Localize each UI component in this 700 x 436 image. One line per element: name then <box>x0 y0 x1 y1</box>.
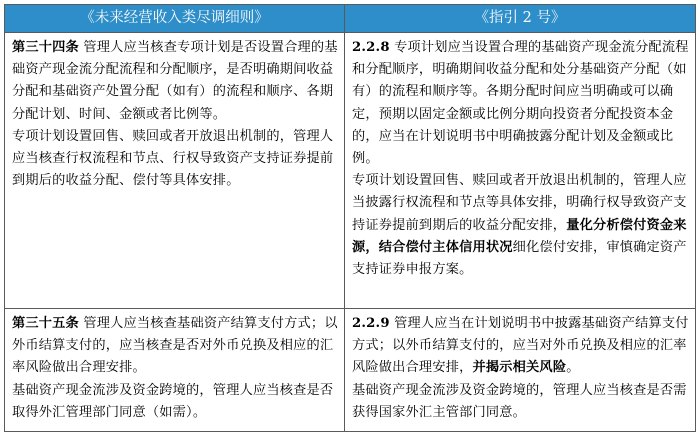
row2-left-para2: 基础资产现金流涉及资金跨境的，管理人应当核查是否取得外汇管理部门同意（如需）。 <box>12 382 334 420</box>
row2-right-cell <box>345 308 695 431</box>
row1-left-para2: 专项计划设置回售、赎回或者开放退出机制的，管理人应当核查行权流程和节点、行权导致资产支持证券提前到期后的收益分配、偿付等具体安排。 <box>12 128 334 189</box>
row2-left-cell <box>5 308 345 431</box>
row1-right-para1: 2.2.8 专项计划应当设置合理的基础资产现金流分配流程和分配顺序，明确期间收益分配和处分基础资产分配（如有）的流程和顺序等。各期分配时间应当明确或可以确定，预期以固定金额或比例分期向投资者分配投资本金的，应当在计划说明书中明确披露分配计划及金额或比例。 <box>352 40 689 167</box>
row1-right-cell <box>345 32 695 308</box>
left-column-header: 《未来经营收入类尽调细则》 <box>5 5 345 32</box>
comparison-table <box>4 4 696 432</box>
article-number: 第三十四条 <box>12 40 79 55</box>
article-number: 2.2.9 <box>352 316 390 331</box>
row2-left-para1: 第三十五条 管理人应当核查基础资产结算支付方式；以外币结算支付的，应当核查是否对外币兑换及相应的汇率风险做出合理安排。 <box>12 316 338 376</box>
highlight-text: 并揭示相关风险 <box>472 360 567 376</box>
article-number: 第三十五条 <box>12 316 79 331</box>
highlight-text: 量化分析偿付资金来源，结合偿付主体信用状况 <box>352 217 687 255</box>
row1-right-para2: 专项计划设置回售、赎回或者开放退出机制的，管理人应当披露行权流程和节点等具体安排，明确行权导致资产支持证券提前到期后的收益分配安排，量化分析偿付资金来源，结合偿付主体信用状况细化偿付安排，审慎确定资产支持证券申报方案。 <box>352 173 687 278</box>
row1-left-cell <box>5 32 345 308</box>
row1-left-para1: 第三十四条 管理人应当核查专项计划是否设置合理的基础资产现金流分配流程和分配顺序，是否明确期间收益分配和基础资产处置分配（如有）的流程和顺序、各期分配计划、时间、金额或者比例等。 <box>12 40 338 122</box>
article-number: 2.2.8 <box>352 40 390 55</box>
right-column-header: 《指引 2 号》 <box>345 5 695 32</box>
row2-right-para2: 基础资产现金流涉及资金跨境的，管理人应当核查是否需获得国家外汇主管部门同意。 <box>352 382 687 420</box>
row2-right-para1: 2.2.9 管理人应当在计划说明书中披露基础资产结算支付方式；以外币结算支付的，应当对外币兑换及相应的汇率风险做出合理安排，并揭示相关风险。 <box>352 316 689 376</box>
